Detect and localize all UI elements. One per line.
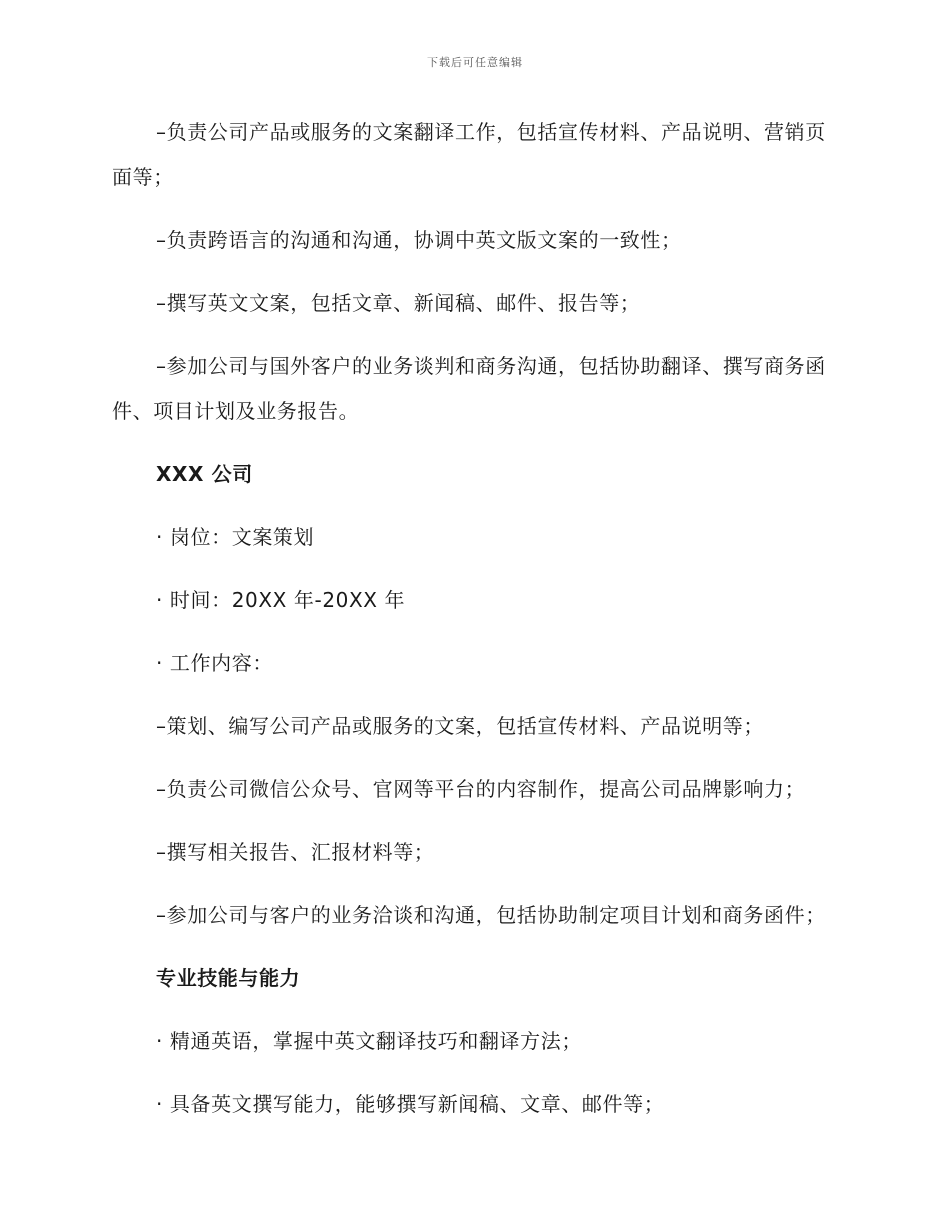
paragraph: · 时间：20XX 年-20XX 年 [156,588,406,612]
paragraph: –撰写相关报告、汇报材料等； [156,840,435,864]
paragraph: –负责公司产品或服务的文案翻译工作，包括宣传材料、产品说明、营销页面等； [112,120,826,189]
document-body [112,110,828,1145]
page-header: 下载后可任意编辑 [427,56,523,69]
paragraph: · 岗位：文案策划 [156,525,315,549]
paragraph: –负责跨语言的沟通和沟通，协调中英文版文案的一致性； [156,228,682,252]
paragraph: –参加公司与客户的业务洽谈和沟通，包括协助制定项目计划和商务函件； [156,903,826,927]
paragraph: · 具备英文撰写能力，能够撰写新闻稿、文章、邮件等； [156,1092,665,1116]
paragraph: · 精通英语，掌握中英文翻译技巧和翻译方法； [156,1029,582,1053]
paragraph: –策划、编写公司产品或服务的文案，包括宣传材料、产品说明等； [156,714,764,738]
paragraph: –负责公司微信公众号、官网等平台的内容制作，提高公司品牌影响力； [156,777,806,801]
section-heading: 专业技能与能力 [156,966,301,990]
paragraph: –撰写英文文案，包括文章、新闻稿、邮件、报告等； [156,291,641,315]
paragraph: –参加公司与国外客户的业务谈判和商务沟通，包括协助翻译、撰写商务函件、项目计划及业务报告。 [112,354,826,423]
paragraph: · 工作内容： [156,651,273,675]
section-heading: XXX 公司 [156,462,253,486]
